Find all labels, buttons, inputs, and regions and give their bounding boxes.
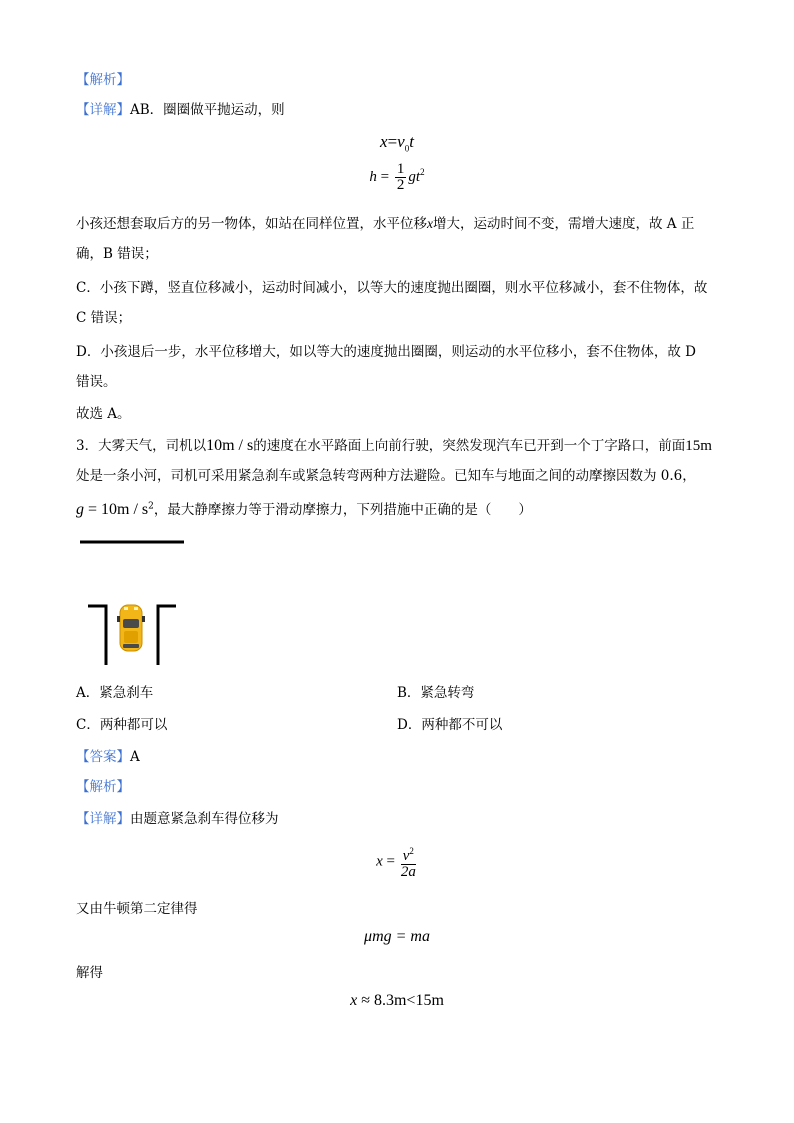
p1-text-a: 小孩还想套取后方的另一物体，如站在同样位置，水平位移 (76, 216, 427, 232)
eq1-sub: 0 (404, 143, 410, 154)
equation-h-half-gt2 (0, 162, 794, 193)
eq3-num: v (402, 848, 410, 864)
newton-line: 又由牛顿第二定律得 (76, 901, 198, 917)
q3-line3 (76, 498, 532, 519)
q3-g: g (76, 501, 84, 518)
eq3-den: 2a (400, 864, 416, 880)
conclusion: 故选 A。 (76, 406, 131, 422)
eq1-lhs: x (380, 132, 388, 151)
t-junction-diagram (76, 535, 196, 670)
detail-intro: AB．圈圈做平抛运动，则 (130, 102, 285, 118)
q3-distance: 15m (685, 438, 712, 454)
q3-speed: 10m / s (206, 437, 254, 454)
p2-line1: C．小孩下蹲，竖直位移减小，运动时间减小，以等大的速度抛出圈圈，则水平位移减小，套不住物体，故 (76, 280, 708, 296)
analysis-tag: 【解析】 (76, 72, 130, 88)
p1-var-x: x (427, 216, 433, 231)
detail-tag-2: 【详解】 (76, 811, 130, 827)
solve-line: 解得 (76, 965, 103, 981)
eq2-den: 2 (396, 177, 405, 193)
option-c: C．两种都可以 (76, 717, 168, 733)
p2-line2: C 错误； (76, 310, 132, 326)
q3-g-sup: 2 (148, 501, 154, 512)
q3-line1 (76, 434, 712, 455)
q3-line2: 处是一条小河，司机可采用紧急刹车或紧急转弯两种方法避险。已知车与地面之间的动摩擦因数为 0.6， (76, 468, 696, 484)
p3-line1: D．小孩退后一步，水平位移增大，如以等大的速度抛出圈圈，则运动的水平位移小，套不住物体，故 D (76, 344, 696, 360)
eq3-eq: = (386, 853, 395, 870)
answer-value: A (130, 749, 140, 765)
eq2-num: 1 (396, 161, 405, 177)
eq2-lhs: h (369, 168, 377, 185)
eq3-fraction (401, 844, 416, 880)
eq3-lhs: x (376, 853, 383, 870)
equation-x-v2-2a (0, 844, 794, 880)
eq1-v: v (397, 132, 405, 151)
option-a: A．紧急刹车 (76, 685, 154, 701)
p1-line1 (76, 212, 694, 232)
eq2-fraction (395, 162, 407, 193)
eq1-eq: = (387, 132, 398, 151)
option-d: D．两种都不可以 (397, 717, 503, 733)
car-icon (117, 605, 145, 651)
equation-result (0, 992, 794, 1010)
eq2-rhs: gt (408, 168, 421, 185)
eq5-rest: ≈ 8.3m<15m (357, 992, 444, 1009)
road-left-edge (88, 606, 106, 665)
eq2-sup: 2 (420, 166, 425, 177)
eq2-eq: = (380, 168, 390, 185)
detail-line-2 (76, 807, 279, 827)
detail-intro-2: 由题意紧急刹车得位移为 (130, 811, 279, 827)
equation-x-v0t (0, 132, 794, 153)
eq1-t: t (409, 132, 414, 151)
p1-text-b: 增大，运动时间不变，需增大速度，故 A 正 (433, 216, 695, 232)
eq5-x: x (350, 992, 358, 1009)
q3-g-value: = 10m / s (84, 501, 149, 518)
q3-l1-b: 的速度在水平路面上向前行驶，突然发现汽车已开到一个丁字路口，前面 (253, 438, 686, 454)
eq3-num-sup: 2 (409, 846, 414, 856)
analysis-tag-2: 【解析】 (76, 779, 130, 795)
p1-line2: 确，B 错误； (76, 246, 158, 262)
detail-line (76, 98, 285, 118)
q3-l3-b: ，最大静摩擦力等于滑动摩擦力，下列措施中正确的是（ ） (153, 502, 532, 518)
answer-line (76, 745, 140, 765)
option-b: B．紧急转弯 (397, 685, 475, 701)
road-right-edge (158, 606, 176, 665)
answer-tag: 【答案】 (76, 749, 130, 765)
q3-l1-a: 3．大雾天气，司机以 (76, 438, 207, 454)
detail-tag: 【详解】 (76, 102, 130, 118)
equation-umg-ma: μmg = ma (364, 928, 430, 945)
p3-line2: 错误。 (76, 374, 117, 390)
